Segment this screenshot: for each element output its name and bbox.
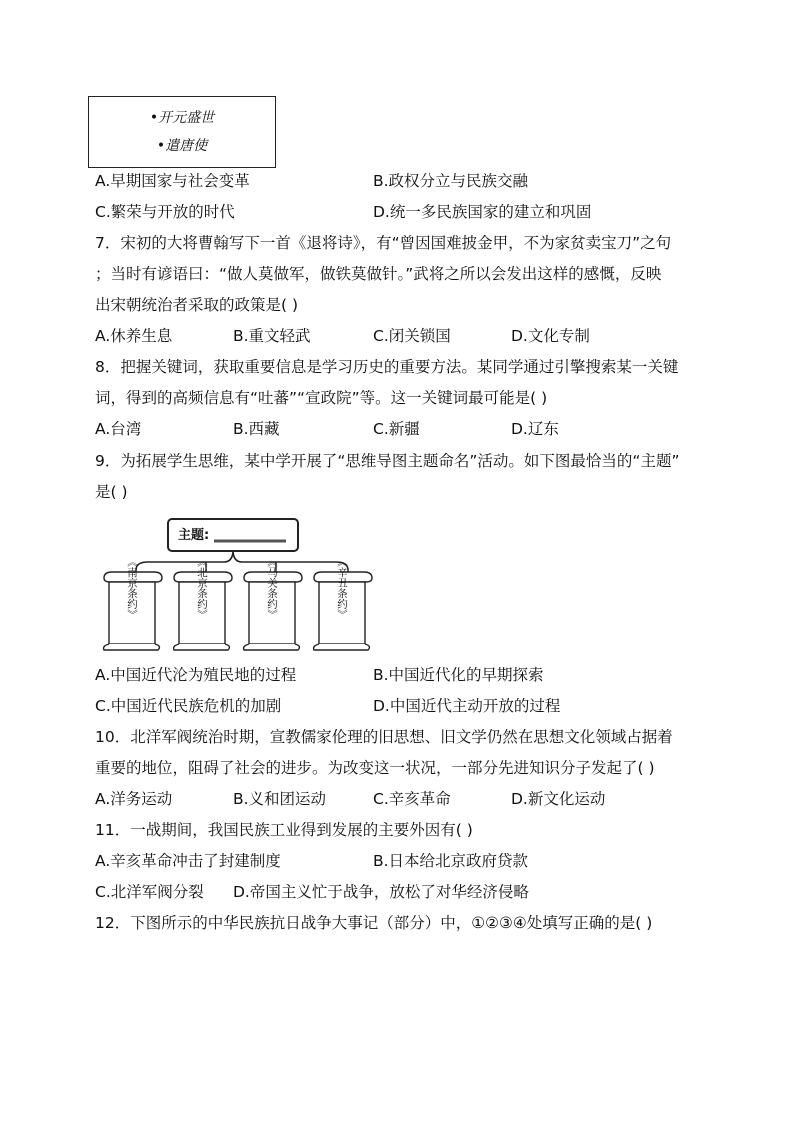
q7-stem-line: 出宋朝统治者采取的政策是( ) [95,296,299,314]
q8-option-a[interactable]: A.台湾 [95,420,142,438]
q12-stem-line: 12．下图所示的中华民族抗日战争大事记（部分）中，①②③④处填写正确的是( ) [95,914,653,932]
q11-option-b[interactable]: B.日本给北京政府贷款 [373,852,529,870]
q8-option-d[interactable]: D.辽东 [511,420,559,438]
scroll-treaty-label: 《辛丑条约》 [336,556,348,620]
q9-option-c[interactable]: C.中国近代民族危机的加剧 [95,697,282,715]
q6-material-box [88,96,276,168]
scroll-treaty-1 [104,557,162,651]
q11-option-d[interactable]: D.帝国主义忙于战争，放松了对华经济侵略 [233,883,529,901]
q8-stem-line: 词，得到的高频信息有“吐蕃”“宣政院”等。这一关键词最可能是( ) [95,389,548,407]
q10-option-d[interactable]: D.新文化运动 [511,790,606,808]
q9-mindmap-figure [96,512,386,658]
q9-option-a[interactable]: A.中国近代沦为殖民地的过程 [95,666,297,684]
q10-option-a[interactable]: A.洋务运动 [95,790,173,808]
q7-option-a[interactable]: A.休养生息 [95,327,173,345]
scroll-treaty-4 [314,557,372,651]
q7-option-c[interactable]: C.闭关锁国 [373,327,451,345]
scroll-treaty-2 [174,557,232,651]
q6-option-a[interactable]: A.早期国家与社会变革 [95,172,250,190]
q8-option-b[interactable]: B.西藏 [233,420,280,438]
q9-stem-line: 是( ) [95,483,128,501]
q9-option-b[interactable]: B.中国近代化的早期探索 [373,666,544,684]
scroll-treaty-label: 《南京条约》 [126,556,138,620]
q7-stem-line: 7．宋初的大将曹翰写下一首《退将诗》，有“曾因国难披金甲，不为家贫卖宝刀”之句 [95,234,672,252]
q10-stem-line: 10．北洋军阀统治时期，宣教儒家伦理的旧思想、旧文学仍然在思想文化领域占据着 [95,728,673,746]
q7-option-b[interactable]: B.重文轻武 [233,327,311,345]
q11-option-c[interactable]: C.北洋军阀分裂 [95,883,204,901]
q6-option-b[interactable]: B.政权分立与民族交融 [373,172,529,190]
q10-stem-line: 重要的地位，阻碍了社会的进步。为改变这一状况，一部分先进知识分子发起了( ) [95,759,655,777]
brace-connector [136,552,348,570]
q11-stem-line: 11．一战期间，我国民族工业得到发展的主要外因有( ) [95,821,473,839]
q7-stem-line: ；当时有谚语曰：“做人莫做军，做铁莫做针。”武将之所以会发出这样的感慨，反映 [95,265,662,283]
q6-box-item: •开元盛世 [149,110,215,126]
theme-label: 主题: [178,528,210,543]
q6-box-item: •遣唐使 [156,138,208,154]
q8-option-c[interactable]: C.新疆 [373,420,420,438]
q9-stem-line: 9．为拓展学生思维，某中学开展了“思维导图主题命名”活动。如下图最恰当的“主题” [95,452,680,470]
scroll-treaty-label: 《马关条约》 [266,556,278,620]
q10-option-b[interactable]: B.义和团运动 [233,790,327,808]
q10-option-c[interactable]: C.辛亥革命 [373,790,451,808]
scroll-treaty-label: 《北京条约》 [196,556,208,620]
q6-option-c[interactable]: C.繁荣与开放的时代 [95,203,235,221]
q8-stem-line: 8．把握关键词，获取重要信息是学习历史的重要方法。某同学通过引擎搜索某一关键 [95,358,679,376]
q9-option-d[interactable]: D.中国近代主动开放的过程 [373,697,561,715]
scroll-treaty-3 [244,557,302,651]
q6-option-d[interactable]: D.统一多民族国家的建立和巩固 [373,203,592,221]
q7-option-d[interactable]: D.文化专制 [511,327,590,345]
q11-option-a[interactable]: A.辛亥革命冲击了封建制度 [95,852,281,870]
